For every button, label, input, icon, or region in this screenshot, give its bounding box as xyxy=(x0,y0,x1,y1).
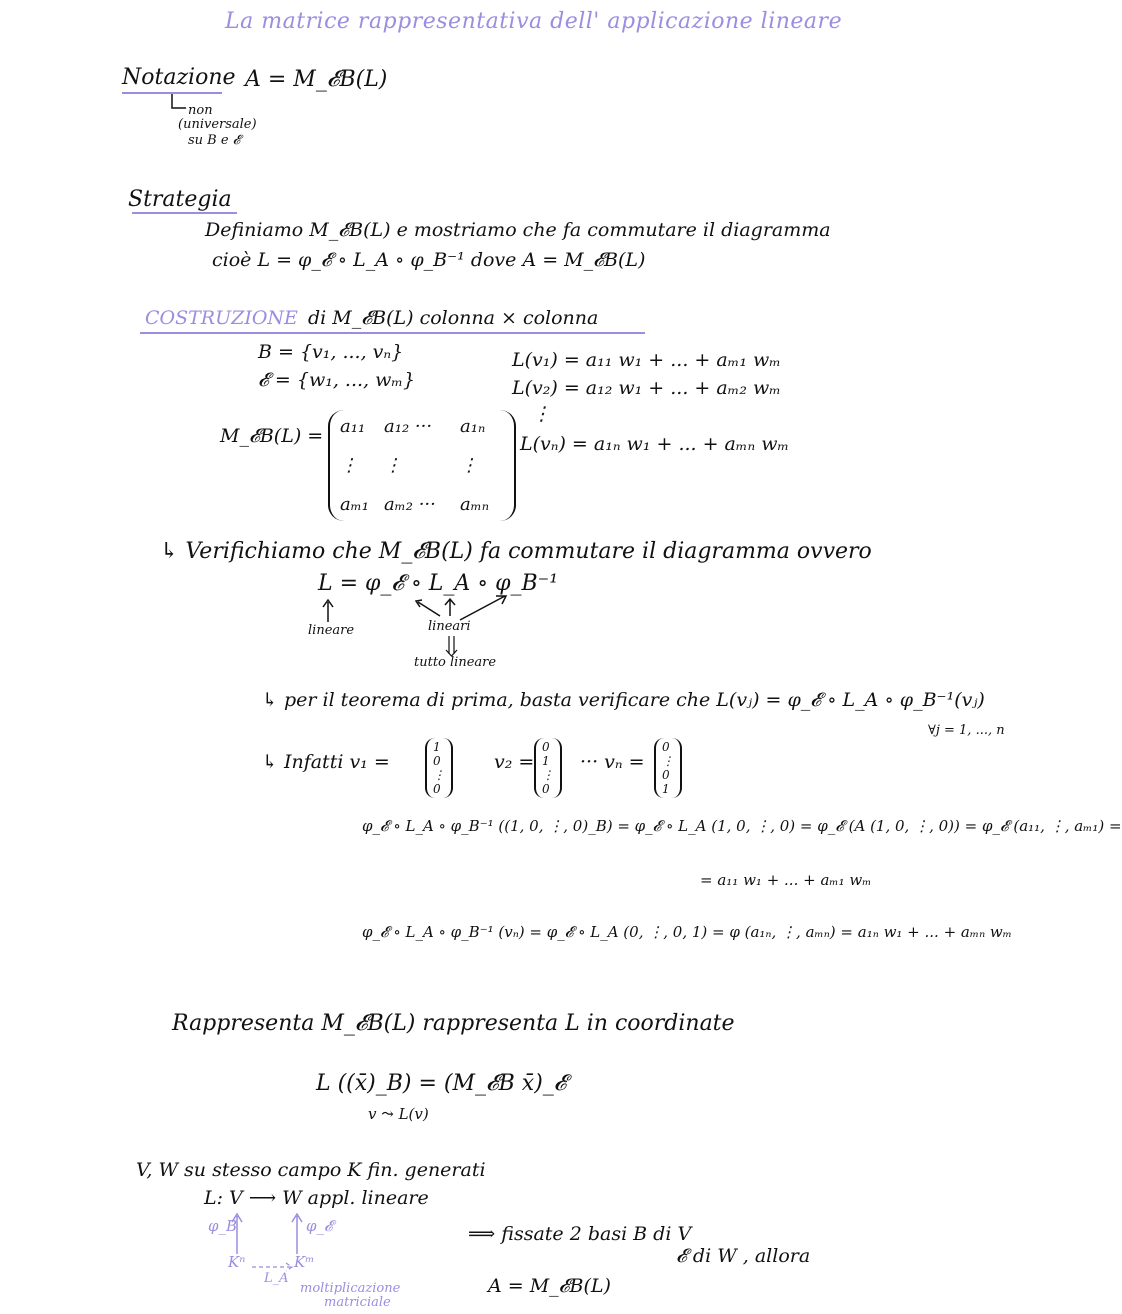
rappresenta-formula: L ((x̄)_B) = (M_𝓔B x̄)_𝓔 xyxy=(316,1071,567,1096)
matrix-meb xyxy=(328,410,516,521)
teorema-line: ↳ per il teorema di prima, basta verificare che L(vⱼ) = φ_𝓔 ∘ L_A ∘ φ_B⁻¹(vⱼ) xyxy=(262,689,985,711)
notazione-note-2: (universale) xyxy=(178,117,257,132)
diagram-phi-e: φ_𝓔 xyxy=(306,1217,333,1235)
matrix-cell: aₘ₁ xyxy=(340,494,369,515)
vector-entry: ⋮ xyxy=(433,768,445,782)
diagram-phi-b: φ_B xyxy=(208,1217,238,1235)
image-line-dots: ⋮ xyxy=(532,403,551,425)
diagram-mult: moltiplicazione xyxy=(300,1281,401,1296)
vector-entry: 0 xyxy=(662,768,670,782)
verifica-heading: ↳ Verifichiamo che M_𝓔B(L) fa commutare il diagramma ovvero xyxy=(160,539,872,564)
costruzione-underline xyxy=(140,332,645,334)
vector-entry: 1 xyxy=(433,740,441,754)
matrix-cell: aₘ₂ ··· xyxy=(384,494,436,515)
strategia-line-1: Definiamo M_𝓔B(L) e mostriamo che fa commutare il diagramma xyxy=(205,219,831,241)
vector-entry: 0 xyxy=(542,740,550,754)
basis-e: 𝓔 = {w₁, ..., wₘ} xyxy=(258,369,416,391)
costruzione-title-rest: di M_𝓔B(L) colonna × colonna xyxy=(308,307,599,329)
notazione-label: Notazione xyxy=(122,65,236,90)
v1-vector xyxy=(425,738,453,798)
riepilogo-line-2: L: V ⟶ W appl. lineare xyxy=(204,1187,429,1209)
rappresenta-mapping: v ⤳ L(v) xyxy=(368,1105,429,1123)
conclusion-line-2: 𝓔 di W , allora xyxy=(676,1245,811,1267)
infatti-label: ↳ Infatti v₁ = xyxy=(262,751,390,773)
vector-entry: 0 xyxy=(542,782,550,796)
strategia-underline xyxy=(132,212,237,214)
riepilogo-line-1: V, W su stesso campo K fin. generati xyxy=(136,1159,486,1181)
v2-vector xyxy=(534,738,562,798)
page-title: La matrice rappresentativa dell' applicazione lineare xyxy=(225,9,843,34)
matrix-cell: a₁₁ xyxy=(340,416,366,437)
conclusion-result: A = M_𝓔B(L) xyxy=(488,1275,611,1297)
equation-2: φ_𝓔 ∘ L_A ∘ φ_B⁻¹ (vₙ) = φ_𝓔 ∘ L_A (0, ⋮, 0, 1) = φ (a₁ₙ, ⋮, aₘₙ) = a₁ₙ w₁ + ... + aₘₙ wₘ xyxy=(362,923,1012,941)
image-line-1: L(v₁) = a₁₁ w₁ + ... + aₘ₁ wₘ xyxy=(512,349,781,371)
vector-entry: 0 xyxy=(662,740,670,754)
image-line-2: L(v₂) = a₁₂ w₁ + ... + aₘ₂ wₘ xyxy=(512,377,781,399)
strategia-line-2: cioè L = φ_𝓔 ∘ L_A ∘ φ_B⁻¹ dove A = M_𝓔B(L) xyxy=(212,249,646,271)
equation-1-result: = a₁₁ w₁ + ... + aₘ₁ wₘ xyxy=(700,871,872,889)
matrix-cell: a₁₂ ··· xyxy=(384,416,433,437)
vector-entry: 0 xyxy=(433,754,441,768)
matrix-cell: a₁ₙ xyxy=(460,416,486,437)
notazione-note-1: non xyxy=(188,103,213,118)
vector-entry: 1 xyxy=(662,782,670,796)
image-line-n: L(vₙ) = a₁ₙ w₁ + ... + aₘₙ wₘ xyxy=(520,433,790,455)
vn-vector xyxy=(654,738,682,798)
matrix-cell: ⋮ xyxy=(384,455,402,476)
forall-label: ∀j = 1, ..., n xyxy=(928,723,1005,738)
vector-entry: 1 xyxy=(542,754,550,768)
vn-label: ··· vₙ = xyxy=(580,751,645,773)
notazione-formula: A = M_𝓔B(L) xyxy=(245,67,388,92)
strategia-label: Strategia xyxy=(128,187,232,212)
label-lineare: lineare xyxy=(308,623,355,638)
conclusion-line: ⟹ fissate 2 basi B di V xyxy=(468,1223,692,1245)
costruzione-label: COSTRUZIONE xyxy=(145,307,298,329)
label-tutto-lineare: tutto lineare xyxy=(414,655,497,670)
matrix-cell: ⋮ xyxy=(460,455,478,476)
matrix-cell: ⋮ xyxy=(340,455,358,476)
notazione-note-3: su B e 𝓔 xyxy=(188,133,241,148)
vector-entry: ⋮ xyxy=(662,754,674,768)
matrix-cell: aₘₙ xyxy=(460,494,490,515)
diagram-km: Kᵐ xyxy=(294,1253,315,1271)
rappresenta-line: Rappresenta M_𝓔B(L) rappresenta L in coordinate xyxy=(172,1011,735,1036)
diagram-la: L_A xyxy=(264,1271,289,1286)
diagram-mult-2: matriciale xyxy=(324,1295,391,1310)
verifica-composition: L = φ_𝓔 ∘ L_A ∘ φ_B⁻¹ xyxy=(318,571,559,596)
v2-label: v₂ = xyxy=(494,751,535,773)
equation-1: φ_𝓔 ∘ L_A ∘ φ_B⁻¹ ((1, 0, ⋮, 0)_B) = φ_𝓔 ∘ L_A (1, 0, ⋮, 0) = φ_𝓔 (A (1, 0, ⋮, 0)) = φ_𝓔 (a₁₁, ⋮, aₘ₁) = xyxy=(362,817,1122,835)
diagram-arrows xyxy=(232,1212,312,1258)
matrix-label: M_𝓔B(L) = xyxy=(220,425,324,447)
arrow-down-right-icon xyxy=(170,94,190,114)
label-lineari: lineari xyxy=(428,619,471,634)
vector-entry: ⋮ xyxy=(542,768,554,782)
basis-b: B = {v₁, ..., vₙ} xyxy=(258,341,404,363)
vector-entry: 0 xyxy=(433,782,441,796)
diagram-kn: Kⁿ xyxy=(228,1253,246,1271)
